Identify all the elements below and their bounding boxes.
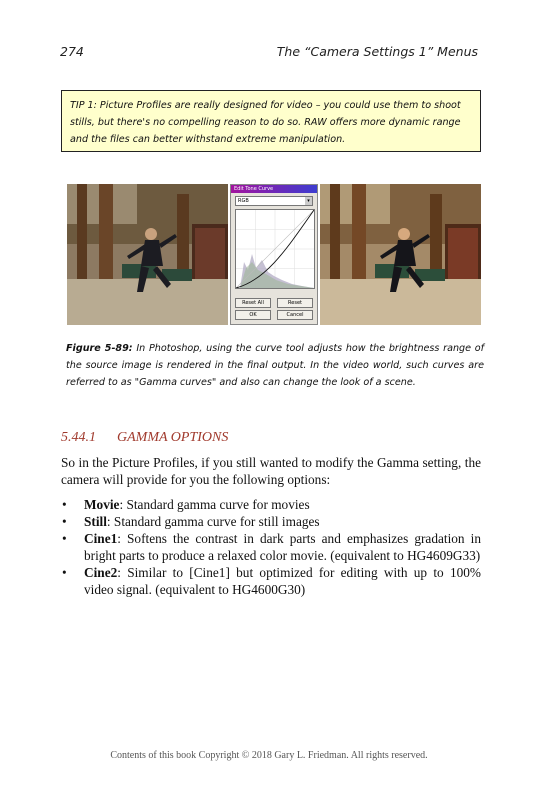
page-number: 274 [60,44,84,59]
section-number: 5.44.1 [61,430,96,445]
list-item [61,564,481,598]
channel-select [235,196,313,206]
list-item-term: Movie [84,497,120,512]
list-item-desc: : Standard gamma curve for still images [106,514,320,529]
intro-paragraph: So in the Picture Profiles, if you still wanted to modify the Gamma setting, the camera will provide for you the following options: [61,455,481,487]
gamma-options-list [61,496,481,598]
figure-caption-label: Figure 5-89: [66,343,133,354]
photo-adjusted-image [320,184,481,325]
list-item-desc: : Softens the contrast in dark parts and emphasizes gradation in bright parts to produce a relaxed color movie. (equivalent to HG4609G33) [84,531,481,563]
list-item [61,496,481,513]
curves-dialog [230,184,318,325]
tip-box [61,90,481,152]
reset-all-button: Reset All [235,298,271,308]
bullet-icon: • [62,565,67,580]
photo-original-image [67,184,228,325]
reset-button: Reset [277,298,313,308]
curves-dialog-title: Edit Tone Curve [231,185,317,193]
list-item-desc: : Standard gamma curve for movies [119,497,310,512]
photo-original [67,184,228,325]
list-item [61,513,481,530]
channel-value: RGB [238,198,249,204]
figure-5-89 [67,184,481,325]
copyright-footer: Contents of this book Copyright © 2018 Gary L. Friedman. All rights reserved. [110,750,428,761]
chevron-down-icon: ▾ [305,197,312,205]
bullet-icon: • [62,514,67,529]
section-heading [61,430,228,446]
list-item-term: Cine2 [84,565,118,580]
cancel-button: Cancel [277,310,313,320]
running-title: The “Camera Settings 1” Menus [276,44,478,59]
list-item-desc: : Similar to [Cine1] but optimized for editing with up to 100% video signal. (equivalent to HG4600G30) [84,565,481,597]
bullet-icon: • [62,531,67,546]
ok-button: OK [235,310,271,320]
list-item-term: Still [84,514,107,529]
running-header [60,44,478,62]
section-title: GAMMA OPTIONS [117,430,229,445]
list-item [61,530,481,564]
curve-graph [235,209,315,289]
list-item-term: Cine1 [84,531,118,546]
bullet-icon: • [62,497,67,512]
photo-adjusted [320,184,481,325]
figure-caption [66,340,484,391]
tip-text: TIP 1: Picture Profiles are really designed for video – you could use them to shoot stills, but there's no compelling reason to do so. RAW offers more dynamic range and the files can better withstand extreme manipulation. [70,100,461,145]
curve-graph-svg [236,210,314,288]
figure-caption-text: In Photoshop, using the curve tool adjusts how the brightness range of the source image is rendered in the final output. In the video world, such curves are referred to as "Gamma curves" and also can change the look of a scene. [66,343,484,388]
